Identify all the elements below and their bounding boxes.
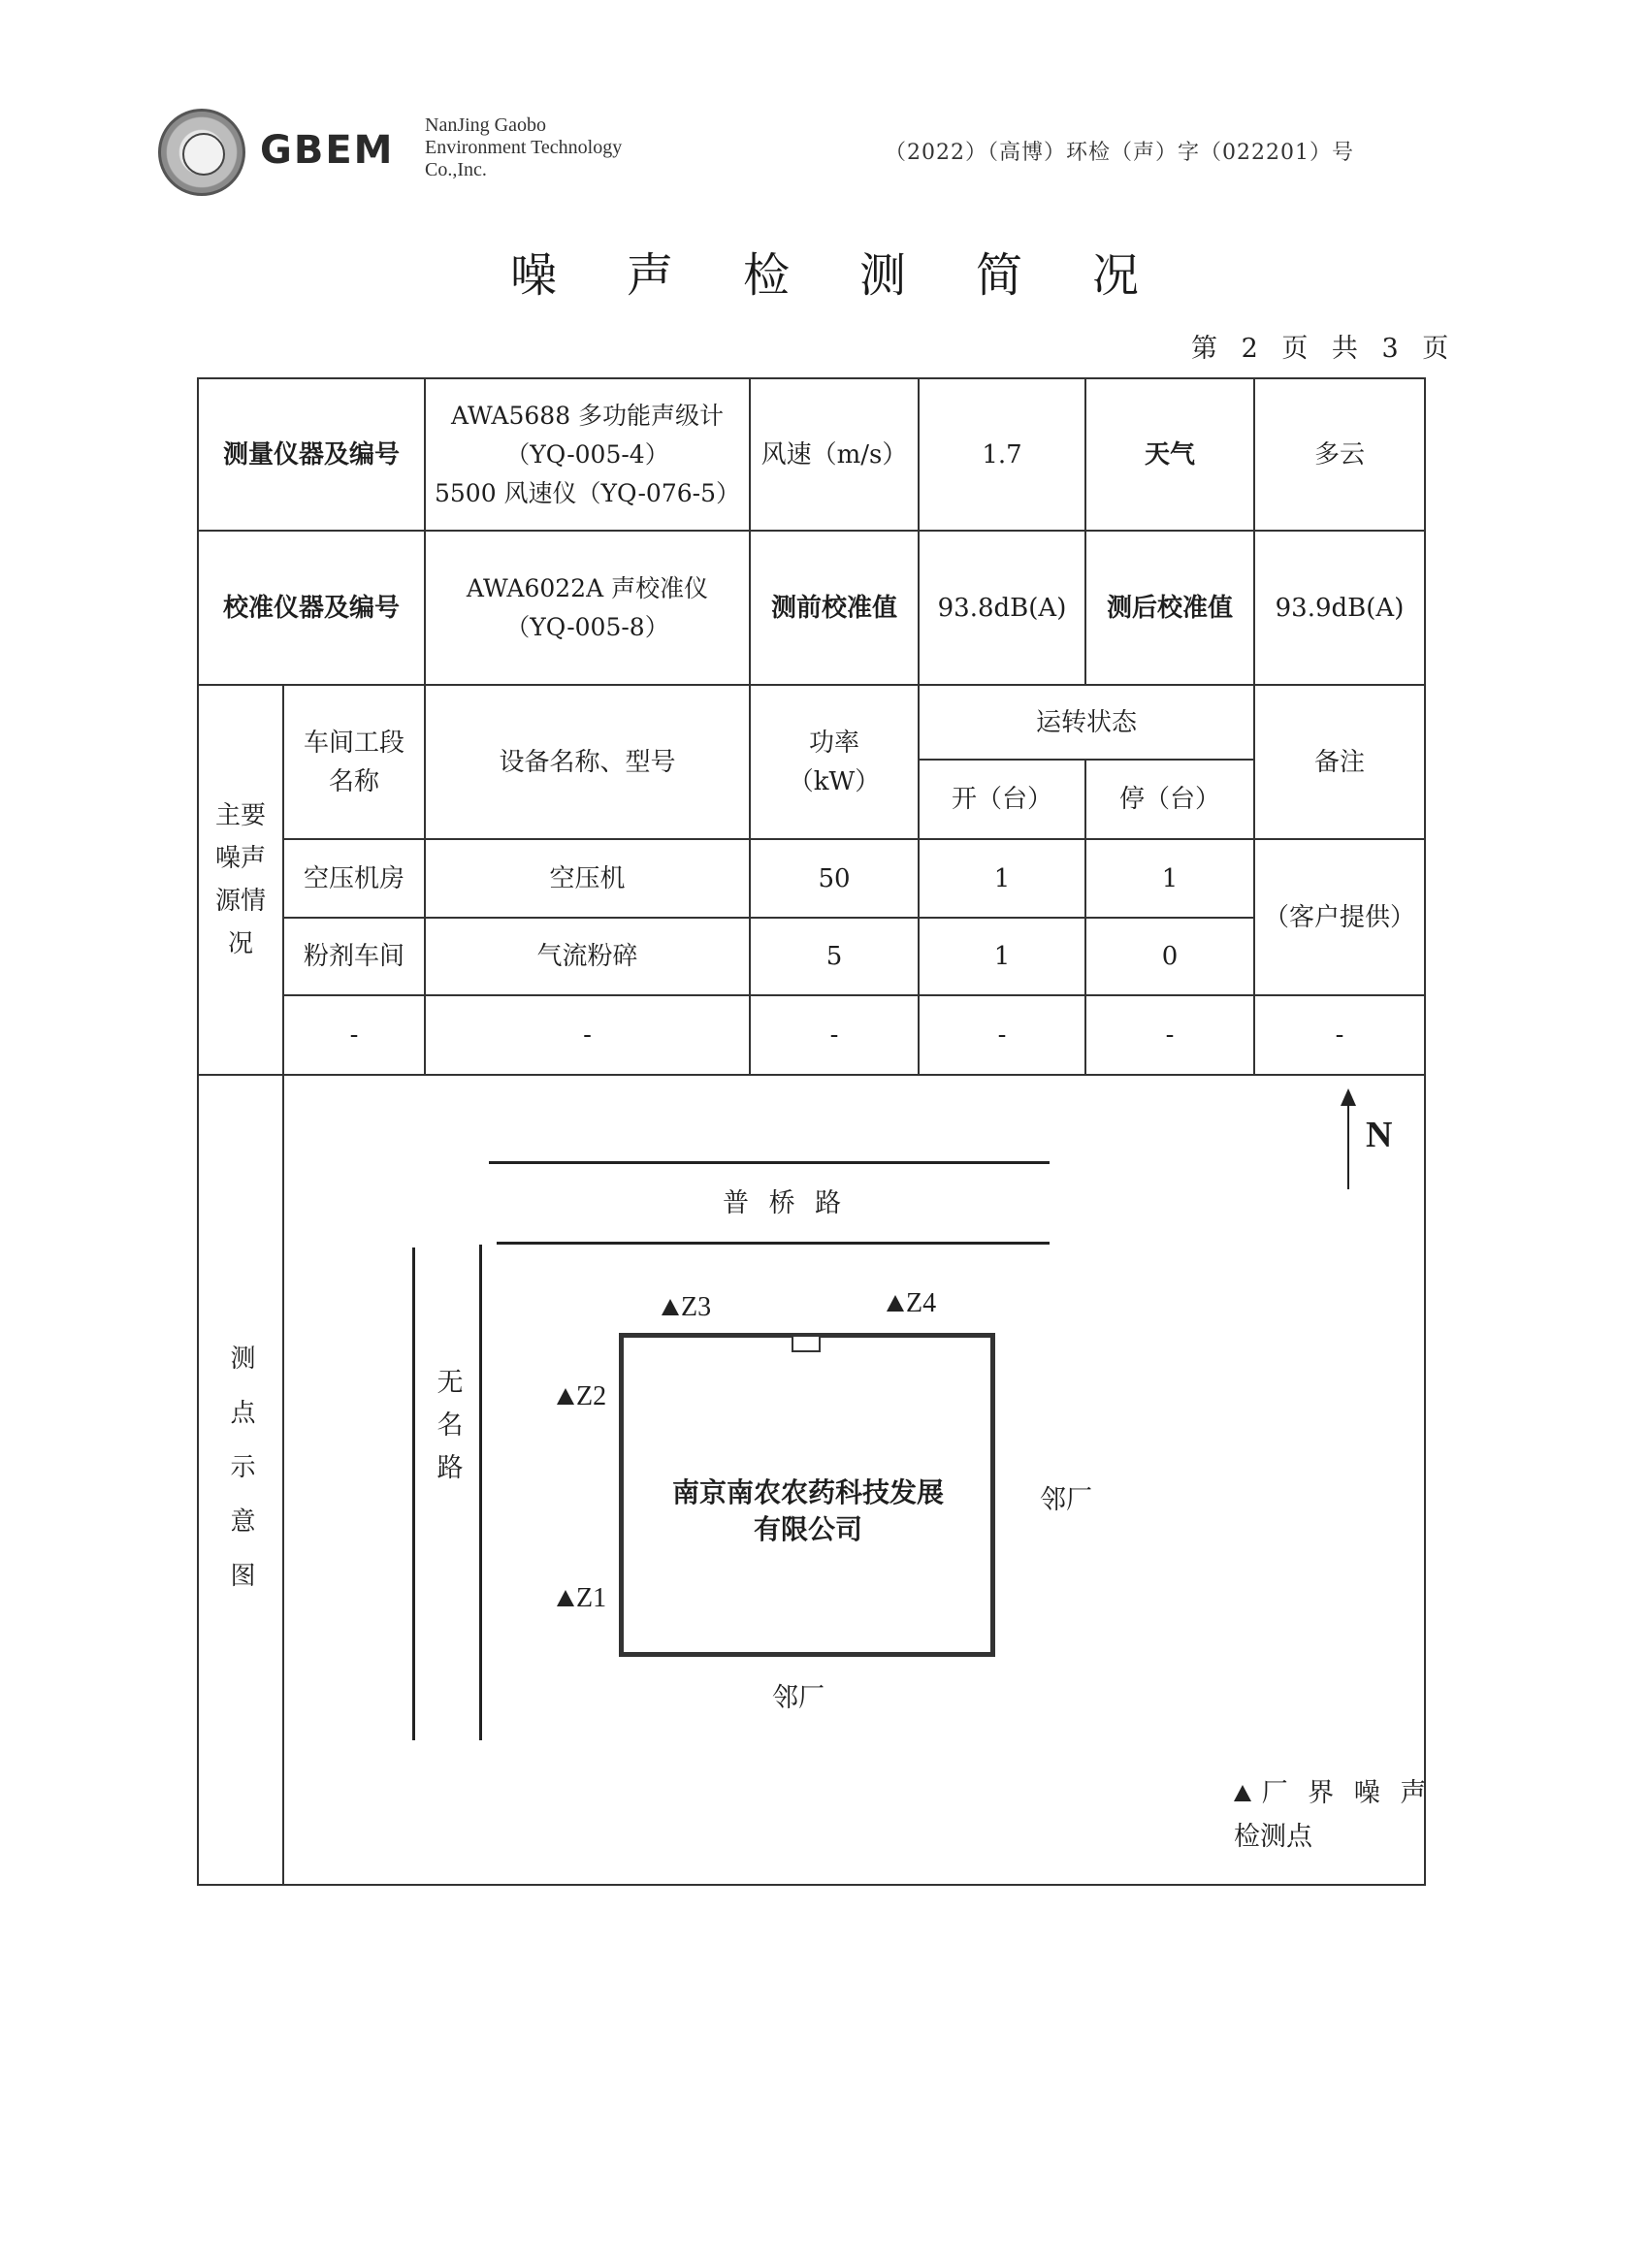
measure-point-z1: Z1: [557, 1583, 606, 1614]
operating-status-header: 运转状态: [1035, 707, 1137, 737]
table-row-1-power: 50: [818, 863, 851, 893]
north-arrow-shaft: [1347, 1094, 1349, 1189]
road-left-line-inner: [479, 1245, 482, 1740]
table-row-3-off: -: [1165, 1021, 1175, 1050]
page-number: 第 2 页 共 3 页: [1191, 334, 1457, 364]
table-row-2-on: 1: [993, 942, 1011, 971]
power-header: [751, 686, 918, 838]
site-name: [621, 1474, 995, 1548]
table-row-2-power: 5: [825, 942, 843, 971]
north-label: N: [1366, 1115, 1393, 1155]
weather-label: 天气: [1144, 439, 1195, 470]
triangle-marker-icon: [1234, 1785, 1251, 1801]
table-row-3-on: -: [997, 1021, 1007, 1050]
legend-line1: 厂 界 噪 声: [1234, 1771, 1432, 1815]
road-left-label: 无名路: [436, 1368, 464, 1483]
site-name-line1: 南京南农农药科技发展: [671, 1476, 944, 1508]
calibration-instrument-value: [426, 532, 749, 684]
measuring-instrument-value: [426, 379, 749, 530]
pre-calibration-value: 93.8dB(A): [937, 593, 1067, 623]
post-calibration-value: 93.9dB(A): [1275, 593, 1405, 623]
instrument-line2: （YQ-005-4）: [505, 439, 669, 469]
measuring-instrument-label: 测量仪器及编号: [222, 439, 400, 470]
company-name-line1: NanJing Gaobo: [425, 114, 546, 136]
wind-speed-value: 1.7: [982, 439, 1022, 470]
triangle-marker-icon: [557, 1388, 574, 1405]
pre-calibration-label: 测前校准值: [770, 593, 897, 623]
instrument-line3: 5500 风速仪（YQ-076-5）: [434, 478, 740, 507]
remark-value: （客户提供）: [1263, 902, 1415, 932]
workshop-header: [284, 686, 424, 838]
table-row-2-off: 0: [1161, 942, 1179, 971]
road-top-line-upper: [489, 1161, 1050, 1164]
neighbor-factory-east: 邻厂: [1040, 1485, 1092, 1515]
logo-text: GBEM: [260, 128, 395, 173]
table-row-1-workshop: 空压机房: [303, 863, 404, 893]
workshop-header-line1: 车间工段: [303, 728, 404, 758]
triangle-marker-icon: [887, 1295, 904, 1312]
site-gate-icon: [792, 1335, 821, 1352]
status-on-header: 开（台）: [951, 785, 1052, 814]
neighbor-factory-south: 邻厂: [772, 1683, 824, 1713]
legend: [1234, 1771, 1432, 1859]
diagram-section-label-text: 测点示意图: [226, 1344, 255, 1616]
company-name: [425, 114, 622, 181]
legend-line2: 检测点: [1234, 1822, 1312, 1852]
measure-point-z2: Z2: [557, 1381, 606, 1412]
wind-speed-label: 风速（m/s）: [760, 439, 908, 470]
status-off-header: 停（台）: [1118, 785, 1220, 814]
calibrator-line1: AWA6022A 声校准仪: [466, 573, 709, 602]
weather-value: 多云: [1313, 439, 1365, 470]
noise-source-section-label: 主要噪声源情况: [214, 801, 266, 958]
table-row-3-power: -: [829, 1021, 839, 1050]
road-top-line-lower: [497, 1242, 1050, 1245]
table-row-1-off: 1: [1161, 863, 1179, 893]
road-left-line-outer: [412, 1247, 415, 1740]
power-header-line2: （kW）: [788, 766, 881, 796]
table-row-1-equipment: 空压机: [549, 863, 626, 893]
post-calibration-label: 测后校准值: [1106, 593, 1233, 623]
company-seal-logo: [158, 109, 245, 196]
triangle-marker-icon: [662, 1299, 679, 1315]
document-number: （2022）（高博）环检（声）字（022201）号: [885, 141, 1354, 165]
measure-point-z3: Z3: [662, 1292, 711, 1323]
site-name-line2: 有限公司: [753, 1513, 862, 1545]
equipment-header: 设备名称、型号: [499, 747, 676, 777]
table-row-2-workshop: 粉剂车间: [303, 942, 404, 971]
remark-header: 备注: [1313, 747, 1365, 777]
workshop-header-line2: 名称: [328, 766, 379, 796]
table-row-3-remark: -: [1335, 1021, 1344, 1050]
page-title: 噪声检测简况: [509, 248, 1209, 303]
table-row-1-on: 1: [993, 863, 1011, 893]
north-arrow-icon: [1341, 1088, 1356, 1106]
table-row-2-equipment: 气流粉碎: [536, 942, 638, 971]
triangle-marker-icon: [557, 1590, 574, 1606]
table-row-3-equipment: -: [583, 1021, 592, 1050]
company-name-line3: Co.,Inc.: [425, 159, 487, 180]
diagram-section-label: [199, 1076, 282, 1884]
measure-point-z4: Z4: [887, 1288, 936, 1319]
calibration-instrument-label: 校准仪器及编号: [222, 593, 400, 623]
table-row-3-workshop: -: [349, 1021, 359, 1050]
company-name-line2: Environment Technology: [425, 137, 623, 158]
calibrator-line2: （YQ-005-8）: [505, 612, 669, 641]
power-header-line1: 功率: [808, 728, 859, 758]
instrument-line1: AWA5688 多功能声级计: [450, 401, 725, 430]
road-top-label: 普 桥 路: [723, 1188, 848, 1218]
